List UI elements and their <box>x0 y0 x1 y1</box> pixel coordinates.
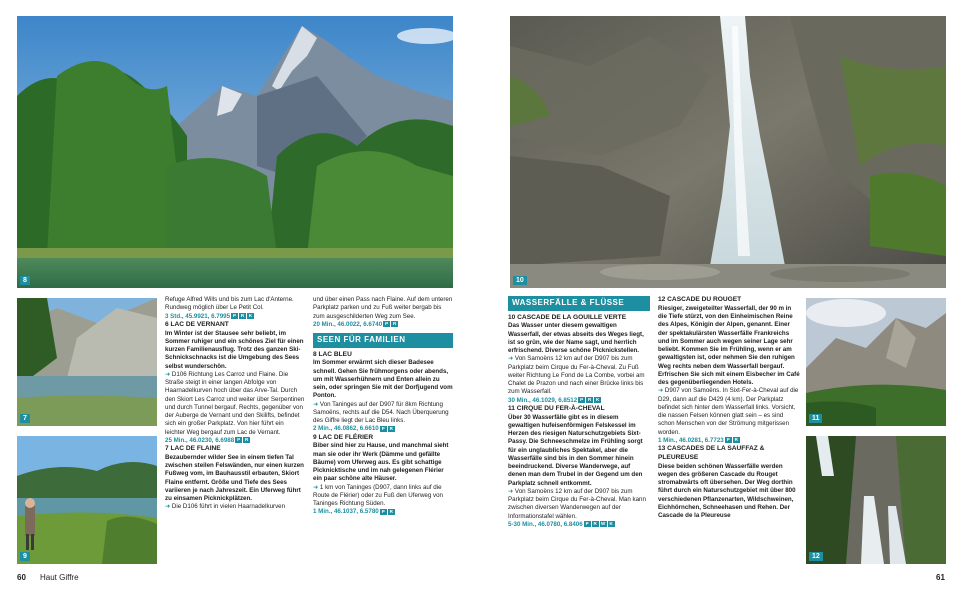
arrow-icon: ➜ <box>313 483 320 491</box>
restaurant-icon: R <box>245 437 249 443</box>
left-column-1 <box>165 296 305 512</box>
restaurant-icon: R <box>588 397 592 402</box>
section-9-intro: Biber sind hier zu Hause, und manchmal sieht man sie oder ihr Werk (Dämme und gefällte Bäume) vom Uferweg aus. Es gibt schattige Picknicktische und im nah gelegenen Flérier ein paar schöne alte Häuser. <box>313 442 449 483</box>
section-10-heading: 10 CASCADE DE LA GOUILLE VERTE <box>508 313 627 321</box>
arrow-icon: ➜ <box>658 387 665 395</box>
section-11-coords: 5-30 Min., 46.0780, 6.8406 P R W K <box>508 520 613 528</box>
photo-number-9: 9 <box>20 552 30 561</box>
photo-number-7: 7 <box>20 414 30 423</box>
section-7-text: ➜ Die D106 führt in vielen Haarnadelkurven <box>165 503 286 511</box>
restaurant-icon: R <box>393 321 397 327</box>
page-number-right: 61 <box>936 573 945 582</box>
section-13-heading: 13 CASCADES DE LA SAUFFAZ & PLEUREUSE <box>658 445 765 461</box>
parking-icon: P <box>233 312 237 318</box>
page-number-left: 60 <box>17 573 26 582</box>
section-7-intro: Bezaubernder wilder See in einem tiefen Tal zwischen steilen Felswänden, nur einen kurzen Fußweg vom, im Bauhausstil erbauten, Skiort Flaine entfernt. Größe und Tiefe des Sees variieren je nach Jahreszeit. Ein Uferweg führt zu einsamen Picknickplätzen. <box>165 453 304 503</box>
section-11-intro: Über 30 Wasserfälle gibt es in diesem gewaltigen hufeisenförmigen Felskessel im Herzen des riesigen Naturschutzgebiets Sixt-Passy. Die Schneeschmelze im Frühling sorgt für ein unglaubliches Spektakel, aber die Wasserfälle sind bis in den Sommer hinein beeindruckend. Diverse Wanderwege, auf denen man dem Trubel in der Gegend um den Parkplatz schnell entkommt. <box>508 413 643 487</box>
section-13-intro: Diese beiden schönen Wasserfälle werden wegen des größeren Cascade du Rouget stromabwärts oft übersehen. Der Weg dorthin führt durch ein Naturschutzgebiet mit über 800 verschiedenen Pflanzenarten, Wildschweinen, Eichhörnchen, Schneehasen und Rehen. Der Cascade de la Pleureuse <box>658 462 796 520</box>
photo-lac-de-flaine <box>17 298 157 426</box>
restaurant-icon: R <box>389 508 393 514</box>
section-11-heading: 11 CIRQUE DU FER-À-CHEVAL <box>508 404 605 412</box>
arrow-icon: ➜ <box>313 400 320 408</box>
kids-icon: K <box>248 312 253 318</box>
section-12-text: ➜ D907 von Samoëns. In Sixt-Fer-à-Cheval auf die D29, dann auf die D429 (4 km). Der Parkplatz befindet sich hinter dem Wasserfall links. Vorsicht, die nassen Felsen können glatt sein – es sind schon Menschen von der Strömung mitgerissen worden. <box>658 387 799 436</box>
photo-number-12: 12 <box>809 552 823 561</box>
parking-icon: P <box>726 437 730 443</box>
section-banner-families: SEEN FÜR FAMILIEN <box>313 333 453 348</box>
section-8-heading: 8 LAC BLEU <box>313 350 352 358</box>
section-6-coords: 25 Min., 46.0230, 6.6988 P R <box>165 436 249 444</box>
parking-icon: P <box>385 321 389 327</box>
restaurant-icon: R <box>240 312 245 318</box>
parking-icon: P <box>580 397 584 402</box>
section-8-intro: Im Sommer erwärmt sich dieser Badesee schnell. Gehen Sie frühmorgens oder abends, um mit Wasserhühnern und Enten allein zu sein, oder springen Sie mit der Dorfjugend vom Ponton. <box>313 359 453 400</box>
photo-cascade-du-rouget <box>806 436 946 564</box>
intro-coords: 3 Std., 45.9921, 6.7995 P R K <box>165 312 253 320</box>
arrow-icon: ➜ <box>165 503 172 511</box>
right-column-1 <box>508 296 650 529</box>
intro-text: Refuge Alfred Wills und bis zum Lac d'Anterne. Rundweg möglich über Le Petit Col. <box>165 296 294 312</box>
section-9-heading: 9 LAC DE FLÉRIER <box>313 433 374 441</box>
parking-icon: P <box>585 521 589 527</box>
section-10-intro: Das Wasser unter diesem gewaltigen Wasserfall, der etwas abseits des Weges liegt, ist so grün, wie der Name sagt, und herrlich erfrischend. Diverse schöne Picknickstellen. <box>508 322 644 355</box>
section-banner-waterfalls: WASSERFÄLLE & FLÜSSE <box>508 296 650 311</box>
section-12-coords: 1 Min., 46.0281, 6.7723 P R <box>658 436 738 444</box>
section-9-coords: 1 Min., 46.1037, 6.5780 P R <box>313 508 393 516</box>
kids-icon: K <box>609 521 613 527</box>
left-column-2 <box>313 296 453 517</box>
photo-number-8: 8 <box>20 276 30 285</box>
section-8-coords: 2 Min., 46.0862, 6.6610 P R <box>313 425 393 433</box>
arrow-icon: ➜ <box>508 487 515 495</box>
section-11-text: ➜ Von Samoëns 12 km auf der D907 bis zum Parkplatz beim Cirque du Fer-à-Cheval. Man kann zwischen diversen Wanderwegen auf der Informationstafel wählen. <box>508 487 646 520</box>
right-column-2 <box>658 296 800 520</box>
photo-lac-bleu-mountain <box>17 16 453 288</box>
parking-icon: P <box>381 508 385 514</box>
arrow-icon: ➜ <box>165 370 172 378</box>
section-7-heading: 7 LAC DE FLAINE <box>165 445 221 453</box>
section-10-text: ➜ Von Samoëns 12 km auf der D907 bis zum Parkplatz beim Cirque du Fer-à-Cheval. Zu Fuß weiter Richtung Le Fond de La Combe, vorbei am Chalet de Prazon und nach einer Brücke links bis zum Wasserfall. <box>508 355 645 396</box>
section-12-intro: Riesiger, zweigeteilter Wasserfall, der 90 m in die Tiefe stürzt, von den Einheimischen Reine des Alpes, Königin der Alpen, genannt. Einer der spektakulärsten Wasserfälle Frankreichs und im Sommer auch wegen seiner Lage sehr beliebt. Kommen Sie im Frühling, wenn er am gewaltigsten ist, oder nehmen Sie den ruhigen Weg rechts neben dem Wasserfall bergauf. Erfrischen Sie sich mit einem Eisbecher im Café des gegenüberliegenden Hotels. <box>658 304 800 387</box>
photo-cirque-du-fer-a-cheval <box>806 298 946 426</box>
continued-coords: 20 Min., 46.0022, 6.6740 P R <box>313 320 397 328</box>
photo-cascade-gouille-verte <box>510 16 946 288</box>
restaurant-icon: R <box>734 437 738 443</box>
wc-icon: W <box>601 521 606 527</box>
section-8-text: ➜ Von Taninges auf der D907 für 8km Richtung Samoëns, rechts auf die D54. Nach Überquerung des Giffre liegt der Lac Bleu links. <box>313 400 449 425</box>
kids-icon: K <box>596 397 600 402</box>
photo-lac-de-flerier <box>17 436 157 564</box>
section-12-heading: 12 CASCADE DU ROUGET <box>658 296 742 303</box>
section-10-coords: 30 Min., 46.1029, 6.8512 P R K <box>508 396 600 404</box>
section-6-heading: 6 LAC DE VERNANT <box>165 320 229 328</box>
restaurant-icon: R <box>593 521 597 527</box>
parking-icon: P <box>237 437 241 443</box>
section-6-intro: Im Winter ist der Stausee sehr beliebt, im Sommer ruhiger und ein schönes Ziel für einen kurzen Familienausflug. Trotz des ganzen Ski-Schnickschnacks ist die Umgebung des Sees selbst wunderschön. <box>165 329 304 370</box>
section-9-text: ➜ 1 km von Taninges (D907, dann links auf die Route de Flérier) oder zu Fuß den Uferweg von Taninges Richtung Süden. <box>313 483 443 508</box>
parking-icon: P <box>381 425 385 431</box>
continued-text: und über einen Pass nach Flaine. Auf dem unteren Parkplatz parken und zu Fuß weiter bergab bis zum ausgeschilderten Weg zum See. <box>313 296 453 320</box>
section-6-text: ➜ D106 Richtung Les Carroz und Flaine. Die Straße steigt in einer langen Abfolge von Haarnadelkurven hoch über das Arve-Tal. Durch den Skiort Les Carroz und weiter über Serpentinen und durch Tunnel bergauf. Rechts, gegenüber von der Auberge de Vernant und den Skilifts, befindet sich ein großer Parkplatz. Von hier führt ein leichter Weg bergauf zum Lac de Vernant. <box>165 370 305 436</box>
arrow-icon: ➜ <box>508 355 515 363</box>
photo-number-10: 10 <box>513 276 527 285</box>
restaurant-icon: R <box>389 425 393 431</box>
photo-number-11: 11 <box>809 414 822 423</box>
running-head-left: Haut Giffre <box>40 573 79 582</box>
